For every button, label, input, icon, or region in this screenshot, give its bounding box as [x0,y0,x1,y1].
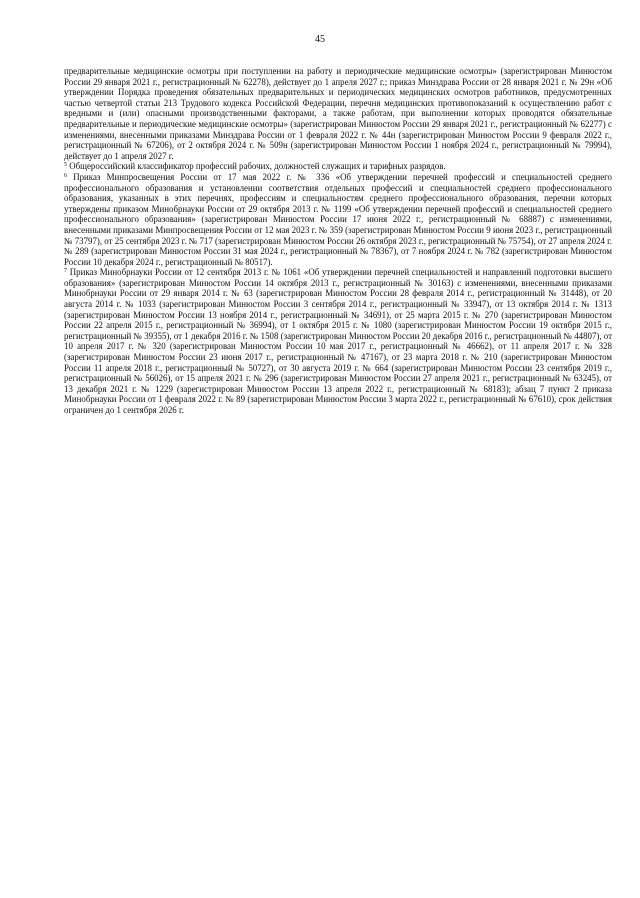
footnote-marker: 6 [64,172,67,179]
footnote-text: предварительные медицинские осмотры при поступлении на работу и периодические медицинские осмотры» (зарегистрирован Минюстом России 29 января 2021 г., регистрационный № 62278), действует до 1 апреля 2027 г.; приказ Минздрава России от 28 января 2021 г. № 29н «Об утверждении Порядка проведения обязательных предварительных и периодических медицинских осмотров работников, предусмотренных частью четвертой статьи 213 Трудового кодекса Российской Федерации, перечня медицинских противопоказаний к осуществлению работ с вредными и (или) опасными производственными факторами, а также работам, при выполнении которых проводятся обязательные предварительные и периодические медицинские осмотры» (зарегистрирован Минюстом России 29 января 2021 г., регистрационный № 62277) с изменениями, внесенными приказами Минздрава России от 1 февраля 2022 г. № 44н (зарегистрирован Минюстом России 9 февраля 2022 г., регистрационный № 67206), от 2 октября 2024 г. № 509н (зарегистрирован Минюстом России 1 ноября 2024 г., регистрационный № 79994), действует до 1 апреля 2027 г. [64,66,612,161]
page-number: 45 [315,34,325,45]
footnote-text: Приказ Минобрнауки России от 12 сентября 2013 г. № 1061 «Об утверждении перечней специальностей и направлений подготовки высшего образования» (зарегистрирован Минюстом России 14 октября 2013 г., регистрационный № 30163) с изменениями, внесенными приказами Минобрнауки России от 29 января 2014 г. № 63 (зарегистрирован Минюстом России 28 февраля 2014 г., регистрационный № 31448), от 20 августа 2014 г. № 1033 (зарегистрирован Минюстом России 3 сентября 2014 г., регистрационный № 33947), от 13 октября 2014 г. № 1313 (зарегистрирован Минюстом России 13 ноября 2014 г., регистрационный № 34691), от 25 марта 2015 г. № 270 (зарегистрирован Минюстом России 22 апреля 2015 г., регистрационный № 36994), от 1 октября 2015 г. № 1080 (зарегистрирован Минюстом России 19 октября 2015 г., регистрационный № 39355), от 1 декабря 2016 г. № 1508 (зарегистрирован Минюстом России 20 декабря 2016 г., регистрационный № 44807), от 10 апреля 2017 г. № 320 (зарегистрирован Минюстом России 10 мая 2017 г., регистрационный № 46662), от 11 апреля 2017 г. № 328 (зарегистрирован Минюстом России 23 июня 2017 г., регистрационный № 47167), от 23 марта 2018 г. № 210 (зарегистрирован Минюстом России 11 апреля 2018 г., регистрационный № 50727), от 30 августа 2019 г. № 664 (зарегистрирован Минюстом России 23 сентября 2019 г., регистрационный № 56026), от 15 апреля 2021 г. № 296 (зарегистрирован Минюстом России 27 апреля 2021 г., регистрационный № 63245), от 13 декабря 2021 г. № 1229 (зарегистрирован Минюстом России 13 апреля 2022 г., регистрационный № 68183); абзац 7 пункт 2 приказа Минобрнауки России от 1 февраля 2022 г. № 89 (зарегистрирован Минюстом России 3 марта 2022 г., регистрационный № 67610), срок действия ограничен до 1 сентября 2026 г. [64,267,612,415]
footnote-text: Общероссийский классификатор профессий рабочих, должностей служащих и тарифных разрядов. [67,161,446,172]
footnote-marker: 5 [64,162,67,169]
footnote-5 [64,161,612,172]
footnote-continuation [64,66,612,161]
footnote-text: Приказ Минпросвещения России от 17 мая 2022 г. № 336 «Об утверждении перечней профессий и специальностей среднего профессионального образования и установлении соответствия отдельных профессий и специальностей среднего профессионального образования, указанных в этих перечнях, профессиям и специальностям среднего профессионального образования, перечни которых утверждены приказом Минобрнауки России от 29 октября 2013 г. № 1199 «Об утверждении перечней профессий и специальностей среднего профессионального образования» (зарегистрирован Минюстом России 17 июня 2022 г., регистрационный № 68887) с изменениями, внесенными приказами Минпросвещения России от 12 мая 2023 г. № 359 (зарегистрирован Минюстом России 9 июня 2023 г., регистрационный № 73797), от 25 сентября 2023 г. № 717 (зарегистрирован Минюстом России 26 октября 2023 г., регистрационный № 75754), от 27 апреля 2024 г. № 289 (зарегистрирован Минюстом России 31 мая 2024 г., регистрационный № 78367), от 7 ноября 2024 г. № 782 (зарегистрирован Минюстом России 10 декабря 2024 г., регистрационный № 80517). [64,171,612,267]
footnotes-block [64,66,612,416]
footnote-7 [64,267,612,415]
footnote-marker: 7 [64,268,67,275]
footnote-6 [64,172,612,267]
